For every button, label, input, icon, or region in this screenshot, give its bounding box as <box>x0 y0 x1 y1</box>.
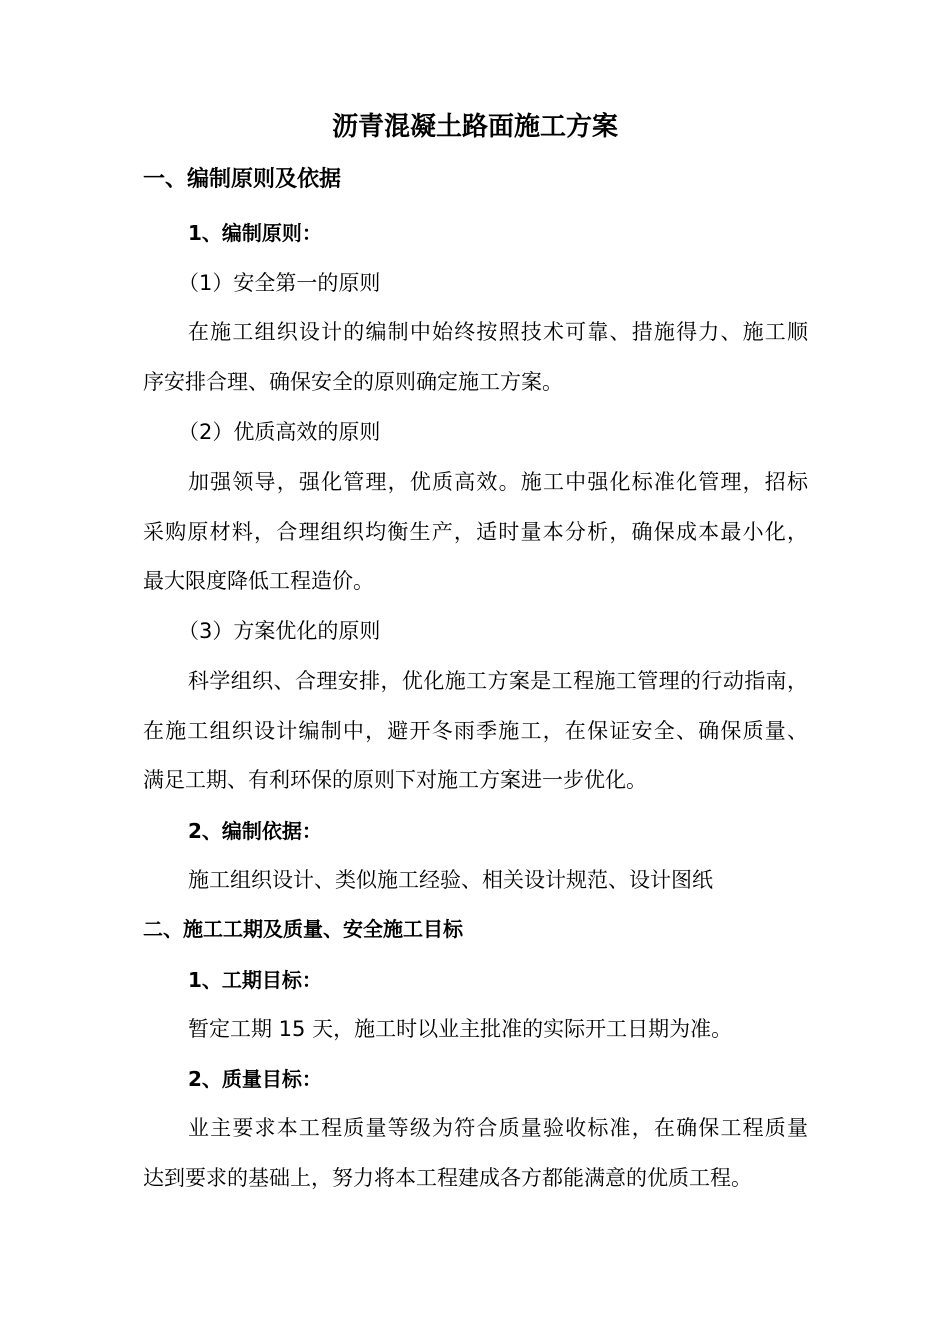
item-2-text-line-1: 加强领导，强化管理，优质高效。施工中强化标准化管理，招标 <box>188 470 808 494</box>
section-2-sub-1-text: 暂定工期 15 天，施工时以业主批准的实际开工日期为准。 <box>188 1017 733 1041</box>
section-2-sub-2-text-line-1: 业主要求本工程质量等级为符合质量验收标准，在确保工程质量 <box>188 1116 808 1140</box>
item-1-text-line-1: 在施工组织设计的编制中始终按照技术可靠、措施得力、施工顺 <box>188 320 808 344</box>
section-2-sub-2-heading: 2、质量目标： <box>188 1067 322 1091</box>
item-3-label: （3）方案优化的原则 <box>178 619 381 643</box>
section-1-heading: 一、编制原则及依据 <box>143 167 342 192</box>
item-1-text-line-2: 序安排合理、确保安全的原则确定施工方案。 <box>143 370 563 394</box>
item-2-text-line-2: 采购原材料，合理组织均衡生产，适时量本分析，确保成本最小化， <box>143 520 808 544</box>
section-1-sub-2-text: 施工组织设计、类似施工经验、相关设计规范、设计图纸 <box>188 868 713 892</box>
section-2-sub-1-heading: 1、工期目标： <box>188 968 322 992</box>
item-3-text-line-3: 满足工期、有利环保的原则下对施工方案进一步优化。 <box>143 768 647 792</box>
item-1-label: （1）安全第一的原则 <box>178 271 381 295</box>
item-2-label: （2）优质高效的原则 <box>178 420 381 444</box>
item-2-text-line-3: 最大限度降低工程造价。 <box>143 569 374 593</box>
item-3-text-line-1: 科学组织、合理安排，优化施工方案是工程施工管理的行动指南， <box>188 669 808 693</box>
item-3-text-line-2: 在施工组织设计编制中，避开冬雨季施工，在保证安全、确保质量、 <box>143 719 808 743</box>
section-1-sub-2-heading: 2、编制依据： <box>188 819 322 843</box>
section-2-sub-2-text-line-2: 达到要求的基础上，努力将本工程建成各方都能满意的优质工程。 <box>143 1166 752 1190</box>
document-title: 沥青混凝土路面施工方案 <box>331 112 618 142</box>
section-2-heading: 二、施工工期及质量、安全施工目标 <box>143 917 463 941</box>
section-1-sub-1-heading: 1、编制原则： <box>188 221 322 245</box>
